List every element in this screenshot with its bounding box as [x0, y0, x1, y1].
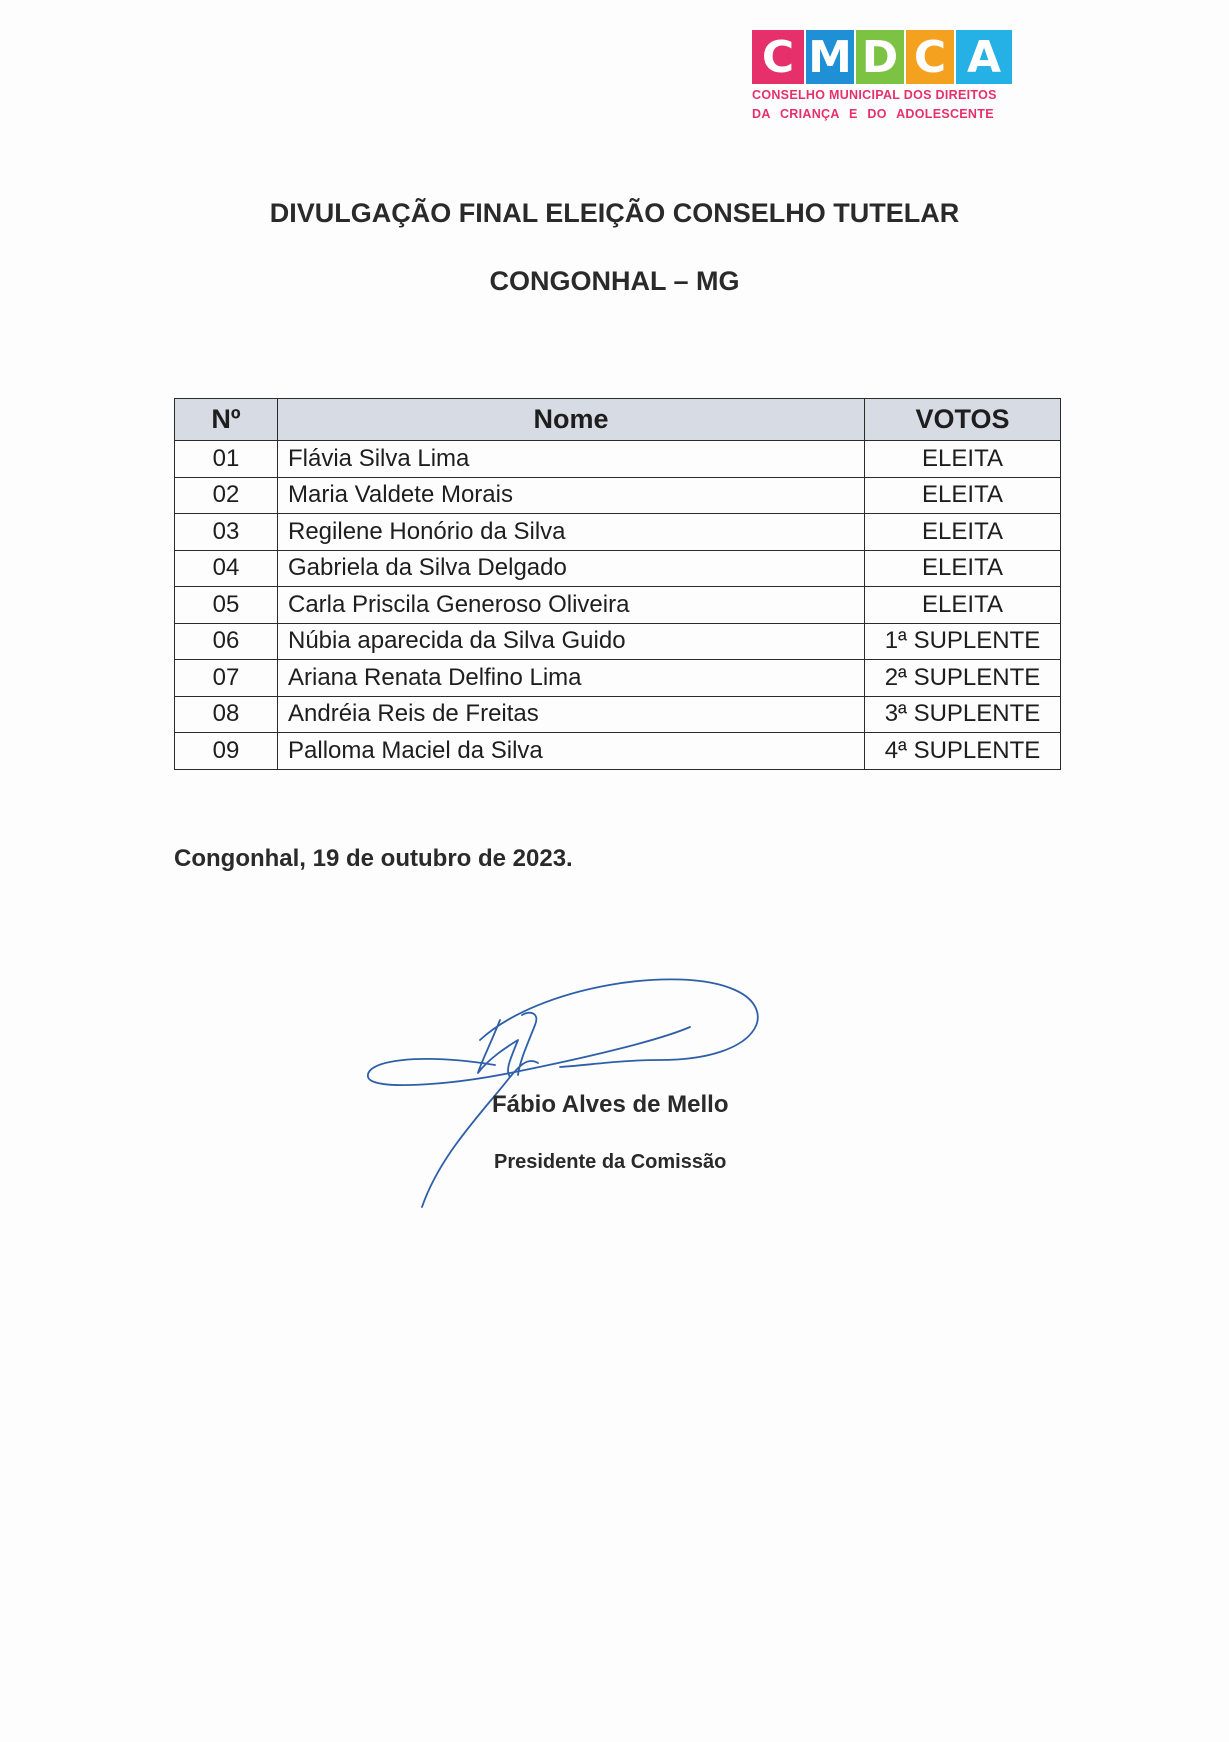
table-header-row: [175, 399, 1061, 441]
logo-letter-a: A: [956, 30, 1012, 84]
row-number: 07: [175, 660, 278, 697]
table-row: [175, 477, 1061, 514]
row-name: Gabriela da Silva Delgado: [278, 550, 865, 587]
row-number: 01: [175, 441, 278, 478]
logo-letter-d: D: [856, 30, 904, 84]
row-number: 09: [175, 733, 278, 770]
table-row: [175, 660, 1061, 697]
document-date: Congonhal, 19 de outubro de 2023.: [174, 845, 573, 872]
row-votes: 4ª SUPLENTE: [865, 733, 1061, 770]
row-name: Núbia aparecida da Silva Guido: [278, 623, 865, 660]
handwritten-signature: [360, 965, 780, 1215]
row-number: 06: [175, 623, 278, 660]
document-title: DIVULGAÇÃO FINAL ELEIÇÃO CONSELHO TUTELAR: [269, 198, 960, 228]
row-votes: 2ª SUPLENTE: [865, 660, 1061, 697]
row-name: Palloma Maciel da Silva: [278, 733, 865, 770]
row-name: Maria Valdete Morais: [278, 477, 865, 514]
logo-letter-m: M: [806, 30, 854, 84]
column-header-name: Nome: [278, 399, 865, 441]
column-header-number: Nº: [175, 399, 278, 441]
row-number: 03: [175, 514, 278, 551]
row-name: Carla Priscila Generoso Oliveira: [278, 587, 865, 624]
document-subtitle: CONGONHAL – MG: [489, 266, 740, 296]
table-row: [175, 550, 1061, 587]
column-header-votes: VOTOS: [865, 399, 1061, 441]
signer-role: Presidente da Comissão: [494, 1151, 727, 1173]
logo-letter-c: C: [752, 30, 804, 84]
table-row: [175, 696, 1061, 733]
row-votes: ELEITA: [865, 441, 1061, 478]
row-number: 02: [175, 477, 278, 514]
row-number: 05: [175, 587, 278, 624]
row-votes: ELEITA: [865, 514, 1061, 551]
row-number: 04: [175, 550, 278, 587]
results-table: [174, 398, 1061, 770]
row-votes: ELEITA: [865, 550, 1061, 587]
row-name: Flávia Silva Lima: [278, 441, 865, 478]
row-votes: 3ª SUPLENTE: [865, 696, 1061, 733]
logo-subtitle-line2: DA CRIANÇA E DO ADOLESCENTE: [752, 107, 994, 121]
row-name: Andréia Reis de Freitas: [278, 696, 865, 733]
cmdca-logo: [752, 30, 1020, 126]
logo-letter-tiles: [752, 30, 1020, 84]
table-row: [175, 733, 1061, 770]
logo-letter-c2: C: [906, 30, 954, 84]
table-row: [175, 514, 1061, 551]
row-votes: ELEITA: [865, 587, 1061, 624]
table-row: [175, 623, 1061, 660]
row-votes: 1ª SUPLENTE: [865, 623, 1061, 660]
signer-name: Fábio Alves de Mello: [492, 1091, 729, 1118]
row-number: 08: [175, 696, 278, 733]
table-row: [175, 441, 1061, 478]
row-name: Regilene Honório da Silva: [278, 514, 865, 551]
logo-subtitle-line1: CONSELHO MUNICIPAL DOS DIREITOS: [752, 88, 997, 102]
table-row: [175, 587, 1061, 624]
row-name: Ariana Renata Delfino Lima: [278, 660, 865, 697]
row-votes: ELEITA: [865, 477, 1061, 514]
